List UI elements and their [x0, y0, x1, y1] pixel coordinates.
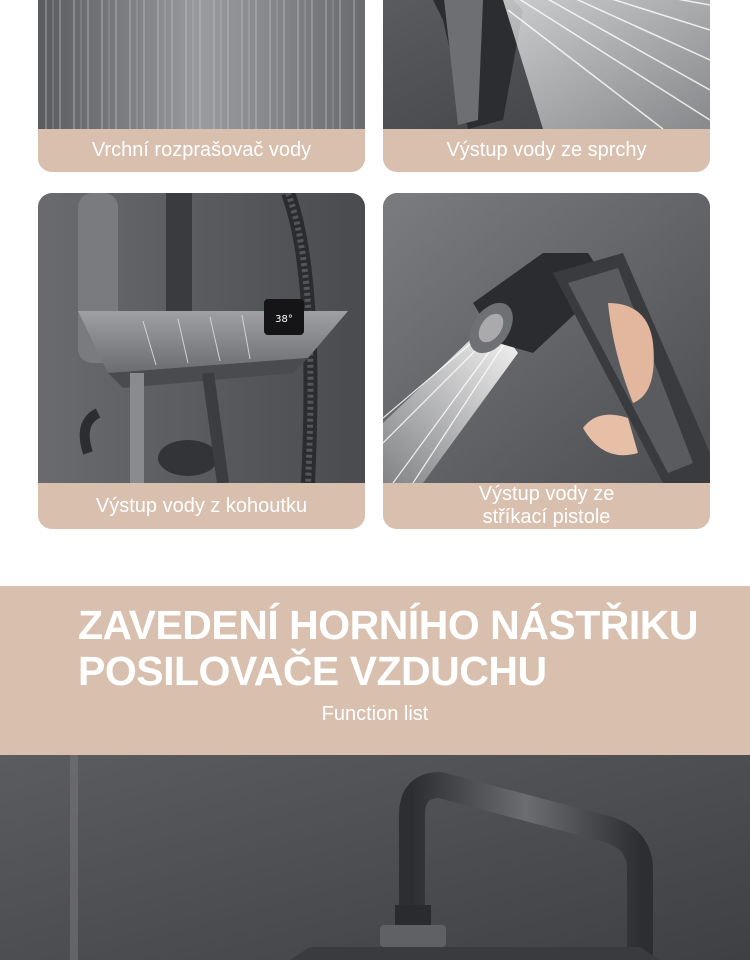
card-caption: Výstup vody ze sprchy: [383, 129, 710, 172]
rain-shower-head-icon: [38, 0, 365, 129]
feature-card-faucet: [38, 193, 365, 529]
feature-card-spray-gun: [383, 193, 710, 529]
feature-banner: [0, 586, 750, 755]
card-caption: Výstup vody ze stříkací pistole: [383, 483, 710, 529]
svg-text:38°: 38°: [275, 314, 293, 325]
card-caption: Vrchní rozprašovač vody: [38, 129, 365, 172]
banner-headline: ZAVEDENÍ HORNÍHO NÁSTŘIKU POSILOVAČE VZDUCHU: [78, 602, 698, 694]
hand-shower-icon: [383, 0, 710, 129]
spray-gun-icon: [383, 193, 710, 483]
card-caption: Výstup vody z kohoutku: [38, 483, 365, 529]
feature-card-rain-shower: [38, 0, 365, 172]
feature-card-hand-shower: [383, 0, 710, 172]
faucet-product-photo: [0, 755, 750, 960]
banner-subtitle: Function list: [321, 703, 429, 725]
faucet-panel-icon: [38, 193, 365, 483]
